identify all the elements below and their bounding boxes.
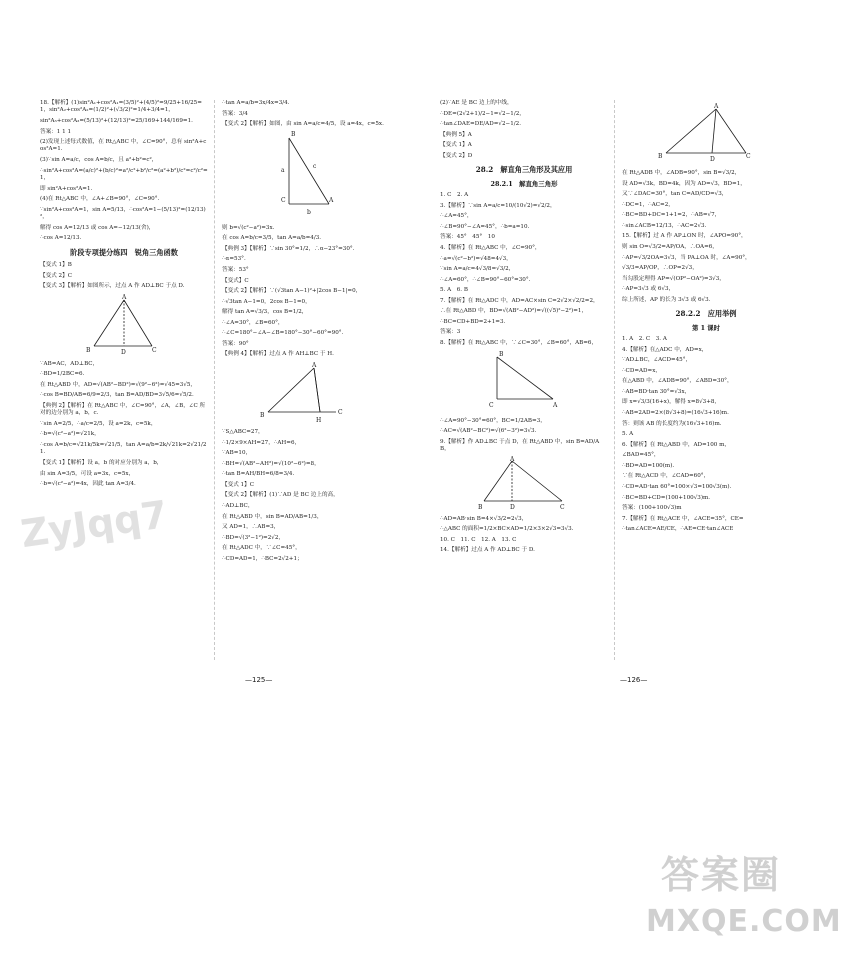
figure-label: B bbox=[291, 130, 296, 138]
answer-line: ∴b=√(c²−a²)=4x，因此 tan A=3/4. bbox=[40, 481, 136, 488]
answer-line: 【变式 3】【解析】如图所示，过点 A 作 AD⊥BC 于点 D. bbox=[40, 283, 185, 290]
answer-line: ∴BD=√(3²−1²)=2√2， bbox=[222, 534, 285, 541]
figure-edge bbox=[124, 300, 152, 346]
figure-label: A bbox=[122, 293, 127, 301]
figure-label: b bbox=[307, 208, 311, 216]
answer-line: ∴AP=3√3 或 6√3， bbox=[622, 286, 675, 293]
answer-line: 【变式 1】B bbox=[40, 262, 72, 268]
answer-line: ∴tan∠ACE=AE/CE，∴AE=CE·tan∠ACE bbox=[622, 526, 734, 533]
answer-line: 答案：53° bbox=[222, 266, 249, 273]
figure-label: C bbox=[281, 196, 286, 204]
answer-line: ∴DC=1，∴AC=2， bbox=[622, 201, 674, 208]
figure-label: A bbox=[714, 103, 719, 110]
answer-line: 7.【解析】在 Rt△ACE 中，∠ACE=35°，CE= bbox=[622, 515, 744, 522]
subsection-heading: 28.2.1 解直角三角形 bbox=[490, 179, 558, 188]
answer-line: ∴CD=AD=x， bbox=[622, 367, 661, 374]
figure-label: C bbox=[152, 346, 157, 354]
answer-line: 【变式 2】【解析】如图，由 sin A=a/c=4/5，设 a=4x，c=5x. bbox=[222, 121, 384, 128]
figure-label: D bbox=[710, 156, 715, 163]
answer-line: sin²A₃+cos²A₃=(5/13)²+(12/13)²=25/169+144/169=1. bbox=[40, 117, 193, 124]
answer-line: 【变式 2】【解析】(1)∵AD 是 BC 边上的高， bbox=[222, 492, 339, 499]
answer-line: 【典例 2】【解析】在 Rt△ABC 中，∠C=90°，∠A，∠B，∠C 所对的边分别为 a，b，c. bbox=[40, 402, 206, 417]
section-heading: 阶段专项提分练四 锐角三角函数 bbox=[70, 247, 178, 257]
answer-line: 【变式 1】C bbox=[222, 481, 254, 488]
answer-line: (2)发现上述每式数值，在 Rt△ABC 中，∠C=90°，总有 sin²A+cos²A=1. bbox=[40, 139, 207, 153]
answer-line: ∴tan∠DAE=DE/AD=√2−1/2. bbox=[440, 121, 521, 128]
answer-line: ∴∠A=45°， bbox=[440, 213, 473, 220]
triangle-bdc-figure bbox=[476, 457, 572, 511]
answer-line: ∴BH=√(AB²−AH²)=√(10²−6²)=8， bbox=[222, 460, 320, 467]
answer-line: 【典例 3】【解析】∵sin 30°=1/2，∴α−23°=30°. bbox=[222, 245, 355, 252]
answer-line: ∴√3tan A−1=0，2cos B−1=0， bbox=[222, 298, 311, 305]
figure-edge bbox=[94, 300, 124, 346]
scribble-watermark: ZyJqq7 bbox=[18, 492, 171, 557]
brand-watermark bbox=[646, 848, 842, 952]
answer-line: 答案：3 bbox=[440, 329, 461, 336]
answer-line: 【典例 5】A bbox=[440, 131, 472, 138]
figure-label: D bbox=[121, 348, 126, 356]
answer-line: 答案：45° 45° 10 bbox=[440, 234, 495, 241]
right-page-column-2 bbox=[622, 100, 790, 660]
answer-line: 即 sin²A+cos²A=1. bbox=[40, 185, 93, 192]
answer-line: 在 Rt△ADB 中，∠ADB=90°，sin B=√3/2， bbox=[622, 170, 741, 176]
column-divider bbox=[614, 100, 615, 660]
answer-line: 1. C 2. A bbox=[440, 192, 469, 199]
figure-edge bbox=[666, 109, 716, 153]
answer-line: ∴AB=2AD=2×(8√3+8)=(16√3+16)m. bbox=[622, 410, 729, 417]
answer-line: 综上所述，AP 的长为 3√3 或 6√3. bbox=[622, 296, 711, 303]
answer-line: (2)∵AE 是 BC 边上的中线， bbox=[440, 100, 513, 106]
answer-line: 【变式】C bbox=[222, 277, 249, 284]
answer-line: ∵AB=AC，AD⊥BC， bbox=[40, 360, 99, 367]
answer-line: ∴sin²A+cos²A=(a/c)²+(b/c)²=a²/c²+b²/c²=(a²+b²)/c²=c²/c²=1， bbox=[40, 167, 208, 181]
answer-line: 解得 tan A=√3/3，cos B=1/2， bbox=[222, 309, 308, 316]
answer-line: 即 x=√3/3(16+x)，解得 x=8√3+8， bbox=[622, 399, 721, 406]
figure-edge bbox=[497, 357, 553, 399]
figure-label: A bbox=[312, 362, 317, 369]
answer-line: 10. C 11. C 12. A 13. C bbox=[440, 536, 517, 543]
answer-line: 答案：1 1 1 bbox=[40, 128, 72, 135]
answer-line: 当勾股定理得 AP=√(OP²−OA²)=3√3， bbox=[622, 275, 725, 282]
right-page-column-1 bbox=[440, 100, 608, 660]
figure-label: c bbox=[313, 162, 317, 170]
answer-line: ∴∠B=90°−∠A=45°，∴b=a=10. bbox=[440, 223, 530, 230]
triangle-abch-figure bbox=[260, 362, 352, 424]
figure-edge bbox=[512, 461, 562, 501]
answer-line: 答案：90° bbox=[222, 340, 249, 347]
answer-line: ∴α=53°. bbox=[222, 256, 246, 263]
brand-watermark-bottom: MXQE.COM bbox=[646, 904, 842, 939]
page-number-left: —125— bbox=[245, 676, 273, 684]
answer-line: 则 b=√(c²−a²)=3x. bbox=[222, 224, 275, 231]
section-heading: 28.2.2 应用举例 bbox=[675, 309, 737, 319]
answer-line: 【变式 2】D bbox=[440, 152, 473, 159]
answer-line: ∴AD=AB·sin B=4×√3/2=2√3， bbox=[440, 515, 528, 522]
right-page bbox=[440, 100, 792, 660]
figure-edge bbox=[314, 368, 320, 412]
right-triangle-cab-figure bbox=[483, 351, 565, 413]
answer-line: 又 AD=1，∴AB=3， bbox=[222, 524, 280, 531]
answer-line: 则 sin O=√3/2=AP/OA，∴OA=6， bbox=[622, 243, 718, 250]
answer-line: (3)∵sin A=a/c，cos A=b/c，且 a²+b²=c²， bbox=[40, 157, 158, 163]
figure-label: B bbox=[658, 153, 663, 160]
answer-line: ∵sin A=a/c=4√3/8=√3/2， bbox=[440, 266, 515, 273]
answer-line: 答：则该 AB 的长度约为(16√3+16)m. bbox=[622, 420, 722, 427]
answer-line: ∴tan B=AH/BH=6/8=3/4. bbox=[222, 471, 295, 478]
answer-line: 4.【解析】在 Rt△ABC 中，∠C=90°， bbox=[440, 244, 541, 251]
answer-line: 1. A 2. C 3. A bbox=[622, 336, 667, 343]
answer-line: ∴CD=AD·tan 60°=100×√3=100√3(m). bbox=[622, 483, 732, 490]
answer-line: ∴cos A=b/c=√21k/5k=√21/5，tan A=a/b=2k/√21k=2√21/21. bbox=[40, 442, 207, 456]
answer-line: ∴1/2×9×AH=27，∴AH=6， bbox=[222, 439, 301, 446]
answer-line: ∠BAD=45°， bbox=[622, 452, 660, 459]
answer-line: ∴AP=√3/2OA=3√3，当 PA⊥OA 时，∠A=90°， bbox=[622, 254, 751, 261]
answer-line: ∴BC=BD+DC=1+1=2，∴AB=√7， bbox=[622, 212, 721, 219]
answer-line: 由 sin A=3/5，可设 a=3x，c=5x， bbox=[40, 470, 135, 477]
answer-line: ∴∠A=90°−30°=60°，BC=1/2AB=3， bbox=[440, 417, 546, 424]
answer-line: ∴CD=AD=1，∴BC=2√2+1； bbox=[222, 555, 303, 562]
answer-line: ∴AB=BD·tan 30°=√3x， bbox=[622, 388, 691, 395]
answer-line: 6.【解析】在 Rt△ABD 中，AD=100 m， bbox=[622, 441, 731, 448]
answer-line: 解得 cos A=12/13 或 cos A=−12/13(舍)， bbox=[40, 224, 155, 231]
answer-line: ∵S△ABC=27， bbox=[222, 429, 264, 435]
answer-line: (4)在 Rt△ABC 中，∠A+∠B=90°，∠C=90°. bbox=[40, 196, 160, 203]
answer-line: √3/3=AP/OP，∴OP=2√3， bbox=[622, 265, 698, 272]
figure-edge bbox=[289, 138, 329, 204]
figure-label: C bbox=[489, 401, 494, 409]
answer-line: ∴AC=√(AB²−BC²)=√(6²−3²)=3√3. bbox=[440, 428, 537, 435]
answer-line: ∴AD⊥BC， bbox=[222, 502, 254, 509]
answer-line: 5. A bbox=[622, 431, 634, 438]
figure-edge bbox=[268, 368, 314, 412]
answer-line: 4.【解析】在△ADC 中，AD=x， bbox=[622, 346, 708, 353]
answer-line: 又∵∠DAC=30°，tan C=AD/CD=√3， bbox=[622, 191, 728, 198]
answer-line: ∵在 Rt△ACD 中，∠CAD=60°， bbox=[622, 473, 710, 480]
answer-line: 设 AD=√3k，BD=4k，因为 AD=√3，BD=1， bbox=[622, 180, 746, 187]
answer-line: 在△ABD 中，∠ADB=90°，∠ABD=30°， bbox=[622, 378, 733, 385]
answer-line: ∵sin A=2/5，∴a/c=2/5，设 a=2k，c=5k， bbox=[40, 420, 157, 427]
answer-line: ∴BD=AD=100(m). bbox=[622, 462, 675, 469]
section-heading: 28.2 解直角三角形及其应用 bbox=[475, 165, 573, 175]
triangle-abcd-figure bbox=[84, 294, 164, 356]
answer-line: ∴BD=1/2BC=6. bbox=[40, 371, 85, 378]
answer-line: 【变式 1】A bbox=[440, 142, 472, 149]
answer-line: 3.【解析】∵sin A=a/c=10/(10√2)=√2/2， bbox=[440, 202, 556, 209]
answer-line: 18.【解析】(1)sin²A₁+cos²A₁=(3/5)²+(4/5)²=9/25+16/25=1，sin²A₂+cos²A₂=(1/2)²+(√3/2)²=1/4+3/4=1， bbox=[40, 100, 202, 114]
answer-line: 【变式 1】【解析】设 a，b 的对应分别为 a，b， bbox=[40, 459, 163, 466]
answer-line: 8.【解析】在 Rt△ABC 中，∵∠C=30°，∠B=60°，AB=6， bbox=[440, 340, 598, 347]
right-triangle-figure bbox=[271, 132, 341, 220]
answer-line: 【变式 2】【解析】∵(√3tan A−1)²+|2cos B−1|=0， bbox=[222, 288, 362, 295]
figure-label: C bbox=[338, 409, 343, 416]
answer-line: 在 Rt△ABD 中，AD=√(AB²−BD²)=√(9²−6²)=√45=3√5， bbox=[40, 381, 197, 388]
figure-label: B bbox=[260, 412, 265, 419]
brand-watermark-top: 答案圈 bbox=[660, 853, 781, 897]
answer-line: 答案：(100+100√3)m bbox=[622, 505, 682, 512]
answer-line: ∴sin∠ACB=12/13，∴AC=2√3. bbox=[622, 222, 707, 229]
figure-label: D bbox=[510, 503, 515, 511]
answer-line: ∵sin²A+cos²A=1，sin A=5/13，∴cos²A=1−(5/13)²=(12/13)²， bbox=[40, 206, 206, 220]
answer-line: ∵AB=10， bbox=[222, 450, 252, 457]
answer-line: ∴在 Rt△ABD 中，BD=√(AB²−AD²)=√((√5)²−2²)=1， bbox=[440, 308, 588, 315]
figure-label: A bbox=[329, 196, 334, 204]
answer-line: ∴DE=(2√2+1)/2−1=√2−1/2， bbox=[440, 110, 525, 117]
answer-line: 5. A 6. B bbox=[440, 287, 468, 294]
answer-line: ∴b=√(c²−a²)=√21k， bbox=[40, 431, 100, 438]
figure-label: A bbox=[553, 401, 558, 409]
left-page-column-2 bbox=[222, 100, 390, 660]
page-number-right: —126— bbox=[620, 676, 648, 684]
figure-label: C bbox=[746, 153, 751, 160]
answer-line: 15.【解析】过 A 作 AP⊥ON 时，∠APO=90°， bbox=[622, 233, 747, 240]
answer-line: 在 cos A=b/c=3/5，tan A=a/b=4/3. bbox=[222, 235, 322, 242]
figure-label: A bbox=[510, 455, 515, 463]
figure-edge bbox=[484, 461, 512, 501]
answer-line: ∴△ABC 的面积=1/2×BC×AD=1/2×3×2√3=3√3. bbox=[440, 526, 574, 533]
answer-line: 【典例 4】【解析】过点 A 作 AH⊥BC 于 H. bbox=[222, 351, 334, 358]
triangle-bdc-top-figure bbox=[656, 103, 756, 165]
answer-line: ∴BC=CD+BD=2+1=3. bbox=[440, 318, 506, 325]
column-divider bbox=[214, 100, 215, 660]
answer-line: ∴a=√(c²−b²)=√48=4√3， bbox=[440, 255, 512, 262]
figure-label: B bbox=[478, 503, 483, 511]
answer-line: 9.【解析】作 AD⊥BC 于点 D，在 Rt△ABD 中，sin B=AD/AB， bbox=[440, 438, 600, 453]
answer-line: ∴cos A=12/13. bbox=[40, 235, 82, 242]
answer-line: ∵AD⊥BC，∠ACD=45°， bbox=[622, 357, 692, 364]
subsection-heading: 第 1 课时 bbox=[691, 323, 721, 332]
answer-line: 【变式 2】C bbox=[40, 272, 72, 279]
answer-line: 在 Rt△ADC 中，∵∠C=45°， bbox=[222, 545, 301, 552]
answer-line: ∴BC=BD+CD=(100+100√3)m. bbox=[622, 494, 711, 501]
answer-line: ∴∠A=30°，∠B=60°， bbox=[222, 319, 284, 326]
figure-edge bbox=[716, 109, 746, 153]
figure-edge bbox=[712, 109, 716, 153]
answer-line: 答案：3/4 bbox=[222, 110, 248, 117]
answer-line: ∴∠A=60°，∴∠B=90°−60°=30°. bbox=[440, 276, 531, 283]
figure-label: a bbox=[281, 166, 285, 174]
figure-label: C bbox=[560, 503, 565, 511]
answer-line: 7.【解析】在 Rt△ADC 中，AD=AC×sin C=2√2×√2/2=2， bbox=[440, 297, 599, 304]
figure-label: B bbox=[86, 346, 91, 354]
answer-line: ∴tan A=a/b=3x/4x=3/4. bbox=[222, 100, 290, 106]
answer-line: 14.【解析】过点 A 作 AD⊥BC 于 D. bbox=[440, 547, 535, 554]
answer-line: ∴∠C=180°−∠A−∠B=180°−30°−60°=90°. bbox=[222, 330, 344, 337]
figure-label: H bbox=[316, 417, 322, 424]
answer-line: ∴cos B=BD/AB=6/9=2/3，tan B=AD/BD=3√5/6=√5/2. bbox=[40, 392, 194, 399]
figure-label: B bbox=[499, 350, 504, 358]
answer-line: 在 Rt△ABD 中，sin B=AD/AB=1/3， bbox=[222, 513, 323, 520]
